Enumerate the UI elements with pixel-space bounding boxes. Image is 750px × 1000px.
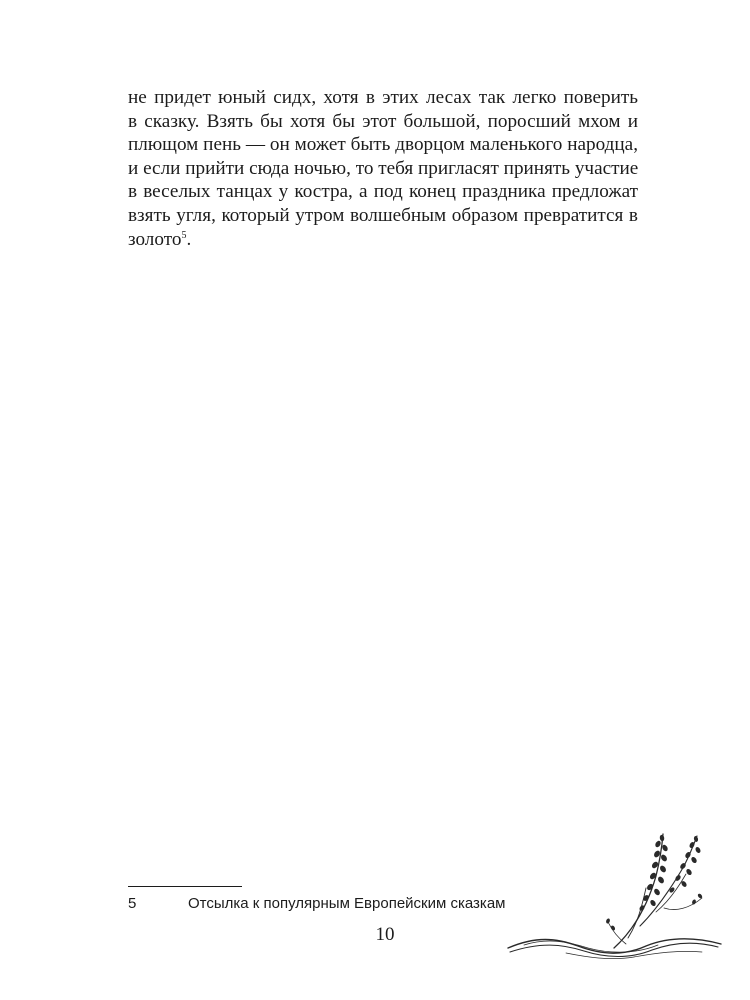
footnote-text: Отсылка к популярным Европейским сказкам — [188, 895, 506, 912]
footnote-separator — [128, 886, 242, 887]
text-line-last: золото$^5$. — [128, 228, 192, 250]
text-line: не придет юный сидх, хотя в этих лесах так легко поверить — [128, 87, 638, 108]
footnote-reference[interactable]: 5 — [181, 229, 187, 241]
text-line: в веселых танцах у костра, а под конец праздника предложат — [128, 181, 638, 203]
page-number: 10 — [375, 924, 395, 945]
body-paragraph — [128, 86, 638, 251]
text-line: и если прийти сюда ночью, то тебя пригласят принять участие — [128, 157, 639, 179]
footnote — [128, 894, 505, 914]
last-line-text: золото — [128, 228, 182, 250]
text-line: взять угля, который утром волшебным образом превратится в — [128, 204, 638, 226]
text-line: в сказку. Взять бы хотя бы этот большой, поросший мхом и — [128, 110, 638, 132]
heather-sprig-icon — [506, 826, 728, 964]
text-line: плющом пень — он может быть дворцом маленького народца, — [128, 134, 638, 156]
footnote-number: 5 — [128, 895, 137, 912]
